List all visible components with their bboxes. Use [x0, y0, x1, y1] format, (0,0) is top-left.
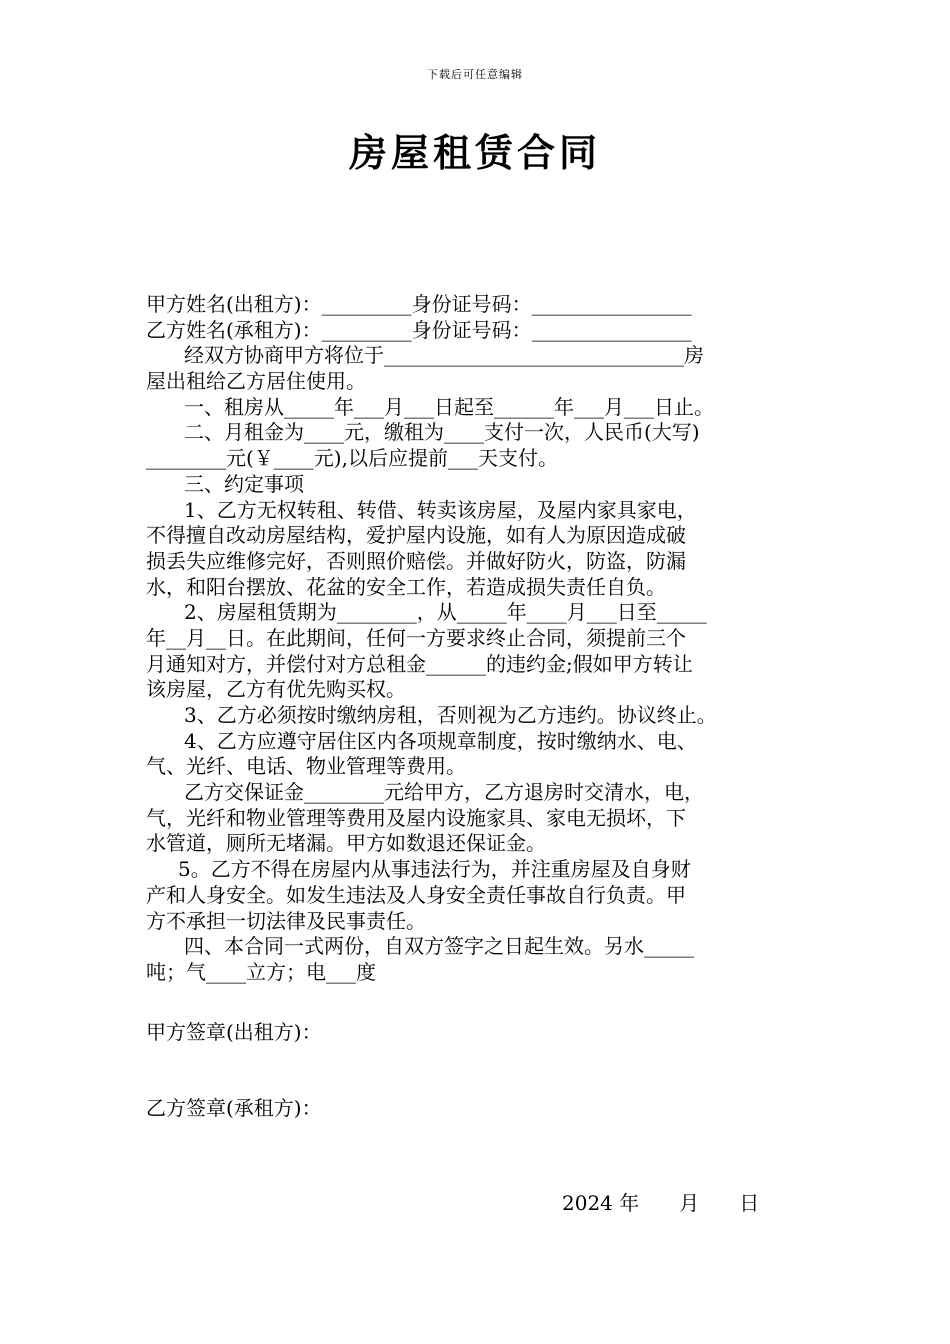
- party-b-line: 乙方姓名(承租方)：_________身份证号码：________________: [146, 317, 692, 342]
- item-2-line-3: 月通知对方，并偿付对方总租金______的违约金;假如甲方转让: [146, 651, 693, 676]
- deposit-line-3: 水管道，厕所无堵漏。甲方如数退还保证金。: [146, 831, 546, 856]
- contract-body: [146, 292, 811, 986]
- item-5-line-2: 产和人身安全。如发生违法及人身安全责任事故自行负责。甲: [146, 882, 686, 907]
- clause-rent-cont: ________元(￥____元),以后应提前___天支付。: [146, 446, 558, 471]
- header-note: 下载后可任意编辑: [427, 68, 523, 81]
- clause-term: 一、租房从_____年___月___日起至______年___月___日止。: [184, 394, 714, 419]
- deposit-line-1: 乙方交保证金________元给甲方，乙方退房时交清水，电，: [184, 780, 704, 805]
- item-2-line-2: 年__月__日。在此期间，任何一方要求终止合同，须提前三个: [146, 625, 686, 650]
- premises-line-cont: 屋出租给乙方居住使用。: [146, 369, 366, 394]
- party-b-signature-label: 乙方签章(承租方)：: [146, 1096, 322, 1120]
- item-3-line: 3、乙方必须按时缴纳房租，否则视为乙方违约。协议终止。: [184, 703, 717, 727]
- document-title: 房屋租赁合同: [348, 131, 601, 175]
- premises-line: 经双方协商甲方将位于______________________________房: [184, 343, 704, 368]
- item-4-line-2: 气、光纤、电话、物业管理等费用。: [146, 754, 466, 779]
- item-2-line-4: 该房屋，乙方有优先购买权。: [146, 677, 406, 702]
- item-4-line-1: 4、乙方应遵守居住区内各项规章制度，按时缴纳水、电、: [184, 728, 697, 753]
- clause-copies-line-1: 四、本合同一式两份，自双方签字之日起生效。另水_____: [184, 934, 694, 959]
- item-1-line-3: 损丢失应维修完好，否则照价赔偿。并做好防火，防盗，防漏: [146, 548, 686, 573]
- item-1-line-2: 不得擅自改动房屋结构，爱护屋内设施，如有人为原因造成破: [146, 523, 686, 548]
- item-5-line-3: 方不承担一切法律及民事责任。: [146, 908, 426, 933]
- clause-rent: 二、月租金为____元，缴租为____支付一次，人民币(大写): [184, 420, 700, 445]
- item-2-line-1: 2、房屋租赁期为________，从_____年____月___日至_____: [184, 600, 707, 625]
- clause-copies-line-2: 吨；气____立方；电___度: [146, 959, 376, 984]
- clause-agreements-heading: 三、约定事项: [184, 471, 304, 496]
- party-a-signature-label: 甲方签章(出租方)：: [146, 1020, 322, 1044]
- deposit-line-2: 气，光纤和物业管理等费用及屋内设施家具、家电无损坏，下: [146, 805, 686, 830]
- signing-date: 2024 年 月 日: [562, 1191, 760, 1215]
- item-1-line-1: 1、乙方无权转租、转借、转卖该房屋，及屋内家具家电，: [184, 497, 697, 522]
- item-1-line-4: 水，和阳台摆放、花盆的安全工作，若造成损失责任自负。: [146, 574, 666, 599]
- party-a-line: 甲方姓名(出租方)：_________身份证号码：________________: [146, 292, 692, 316]
- item-5-line-1: 5。乙方不得在房屋内从事违法行为，并注重房屋及自身财: [178, 857, 691, 882]
